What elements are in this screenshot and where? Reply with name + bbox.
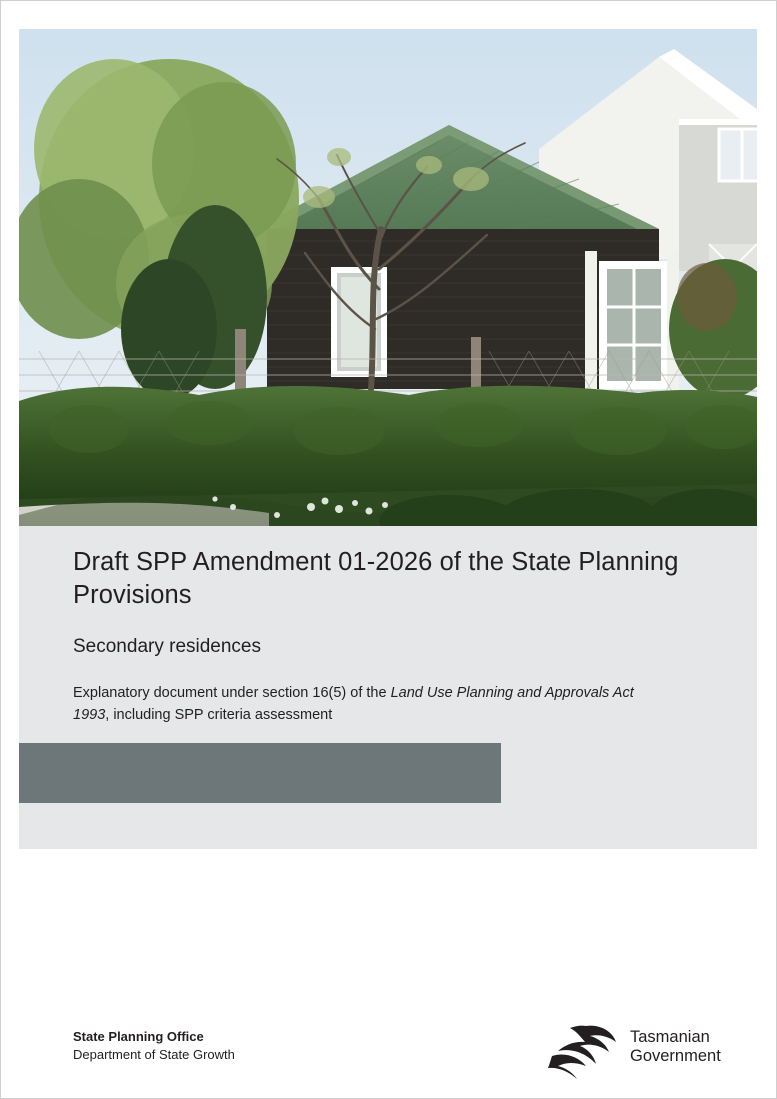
cover-photograph [19,29,757,526]
footer-department: Department of State Growth [73,1047,235,1062]
logo-line-2: Government [630,1047,721,1065]
description-part-1: Explanatory document under section 16(5) of the [73,685,391,701]
footer-organisation: State Planning Office [73,1029,204,1044]
page-subtitle: Secondary residences [73,636,261,657]
page-title: Draft SPP Amendment 01-2026 of the State Planning Provisions [73,548,679,609]
page-description [73,682,673,726]
description-part-3: , including SPP criteria assessment [105,707,333,723]
cover-photo-illustration [19,29,757,526]
footer-text-block [73,1028,235,1064]
title-block [73,546,693,726]
description-part-2-italic: Land Use Planning and Approvals Act 1993 [73,685,634,723]
page-footer [1,1016,777,1086]
decorative-grey-bar [19,743,501,803]
logo-line-1: Tasmanian [630,1028,710,1046]
tasmanian-government-logo [542,1018,722,1080]
logo-wordmark [630,1028,721,1066]
